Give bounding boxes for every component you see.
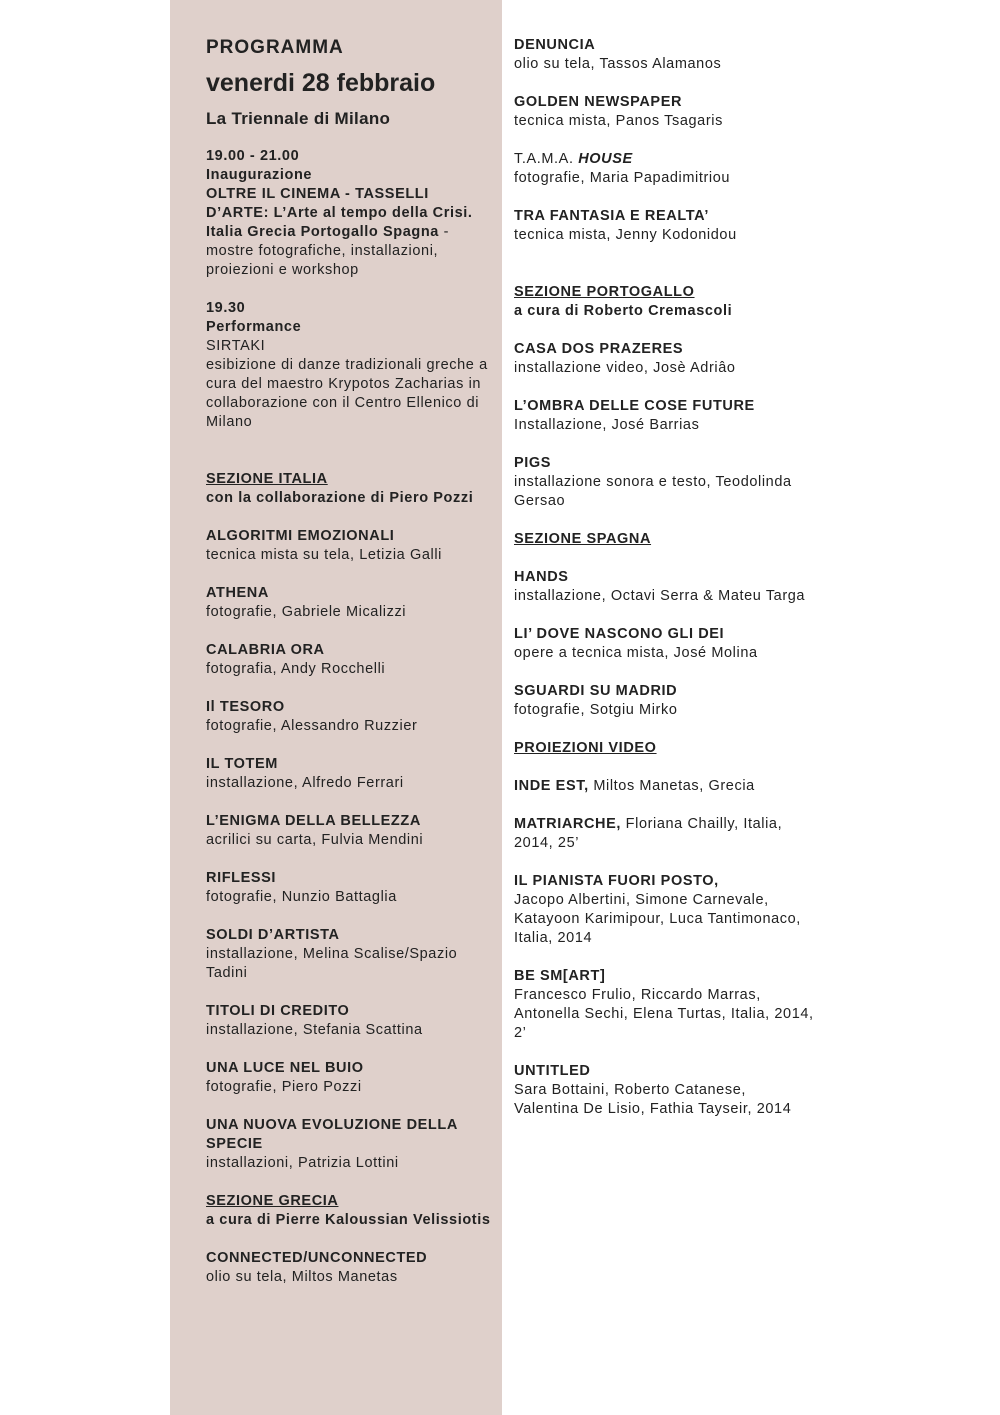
artwork-title: SOLDI D’ARTISTA — [206, 927, 340, 943]
video-entry — [514, 1062, 814, 1119]
artwork-title: PIGS — [514, 455, 552, 471]
video-title: BE SM[ART] — [514, 968, 606, 984]
video-title: INDE EST, — [514, 778, 589, 794]
video-item — [514, 872, 814, 948]
video-item — [514, 967, 814, 1043]
video-entry — [514, 815, 814, 853]
artwork-description: fotografia, Andy Rocchelli — [206, 661, 386, 677]
video-entry — [514, 967, 814, 1043]
artwork-item — [206, 1116, 496, 1173]
section-heading: SEZIONE SPAGNA — [514, 531, 652, 547]
performance-description: esibizione di danze tradizionali greche a cura del maestro Krypotos Zacharias in collaborazione con il Centro Ellenico di Milano — [206, 357, 488, 430]
right-column — [514, 36, 814, 1119]
video-title: UNTITLED — [514, 1063, 591, 1079]
video-item — [514, 777, 814, 796]
section-heading: SEZIONE PORTOGALLO — [514, 284, 695, 300]
artwork-item — [206, 584, 496, 622]
event-inauguration — [206, 147, 496, 280]
artwork-item — [206, 698, 496, 736]
artwork-title: DENUNCIA — [514, 37, 596, 53]
artwork-item — [206, 1059, 496, 1097]
artwork-title: TRA FANTASIA E REALTA’ — [514, 208, 709, 224]
event-description — [206, 185, 496, 280]
video-list — [514, 777, 814, 1119]
artwork-item — [206, 527, 496, 565]
artwork-item — [514, 36, 814, 74]
artwork-item — [206, 641, 496, 679]
artwork-description: tecnica mista, Jenny Kodonidou — [514, 227, 737, 243]
programma-label: PROGRAMMA — [206, 37, 344, 58]
artwork-title: RIFLESSI — [206, 870, 277, 886]
artwork-title: LI’ DOVE NASCONO GLI DEI — [514, 626, 725, 642]
video-credits: Miltos Manetas, Grecia — [588, 778, 755, 794]
video-credits: Francesco Frulio, Riccardo Marras, Antonella Sechi, Elena Turtas, Italia, 2014, 2’ — [514, 987, 814, 1041]
video-entry — [514, 777, 814, 796]
artwork-item — [514, 625, 814, 663]
artwork-list — [206, 1249, 496, 1287]
artwork-title: SGUARDI SU MADRID — [514, 683, 678, 699]
video-entry — [514, 872, 814, 948]
artwork-description: installazione video, Josè Adriâo — [514, 360, 736, 376]
artwork-title: IL TOTEM — [206, 756, 278, 772]
section-video — [514, 739, 814, 1119]
artwork-list — [514, 568, 814, 720]
artwork-description: opere a tecnica mista, José Molina — [514, 645, 758, 661]
section-grecia-continued — [514, 36, 814, 245]
artwork-title: UNA NUOVA EVOLUZIONE DELLA SPECIE — [206, 1117, 458, 1152]
artwork-title: ALGORITMI EMOZIONALI — [206, 528, 395, 544]
event-date: venerdi 28 febbraio — [206, 69, 436, 97]
artwork-title: CASA DOS PRAZERES — [514, 341, 684, 357]
artwork-title: L’ENIGMA DELLA BELLEZZA — [206, 813, 421, 829]
artwork-item — [514, 150, 814, 188]
artwork-item — [206, 812, 496, 850]
section-spagna — [514, 530, 814, 720]
section-curator: con la collaborazione di Piero Pozzi — [206, 490, 474, 506]
artwork-title: HANDS — [514, 569, 569, 585]
artwork-description: fotografie, Piero Pozzi — [206, 1079, 362, 1095]
venue-name: La Triennale di Milano — [206, 109, 391, 128]
artwork-title: CONNECTED/UNCONNECTED — [206, 1250, 428, 1266]
artwork-title — [514, 150, 814, 169]
section-heading: PROIEZIONI VIDEO — [514, 740, 657, 756]
artwork-item — [514, 397, 814, 435]
section-curator: a cura di Roberto Cremascoli — [514, 303, 733, 319]
artwork-item — [514, 568, 814, 606]
artwork-title: UNA LUCE NEL BUIO — [206, 1060, 364, 1076]
artwork-item — [206, 1002, 496, 1040]
section-italia — [206, 470, 496, 1173]
artwork-item — [206, 869, 496, 907]
artwork-description: fotografie, Nunzio Battaglia — [206, 889, 397, 905]
artwork-title: CALABRIA ORA — [206, 642, 325, 658]
event-time: 19.00 - 21.00 — [206, 148, 300, 164]
artwork-item — [514, 340, 814, 378]
artwork-description: Installazione, José Barrias — [514, 417, 700, 433]
event-label: Performance — [206, 319, 302, 335]
artwork-list — [514, 340, 814, 511]
event-performance — [206, 299, 496, 432]
exhibition-title: OLTRE IL CINEMA - TASSELLI D’ARTE: L’Arte al tempo della Crisi. Italia Grecia Portogallo Spagna — [206, 186, 473, 240]
exhibition-subtitle: - mostre fotografiche, installazioni, proiezioni e workshop — [206, 224, 449, 278]
artwork-description: olio su tela, Tassos Alamanos — [514, 56, 722, 72]
artwork-description: olio su tela, Miltos Manetas — [206, 1269, 398, 1285]
left-column — [206, 36, 496, 1287]
artwork-description: tecnica mista, Panos Tsagaris — [514, 113, 723, 129]
artwork-item — [514, 454, 814, 511]
artwork-description: fotografie, Sotgiu Mirko — [514, 702, 678, 718]
video-item — [514, 815, 814, 853]
artwork-title-italic: HOUSE — [578, 151, 633, 167]
artwork-item — [206, 755, 496, 793]
video-item — [514, 1062, 814, 1119]
artwork-item — [514, 93, 814, 131]
performance-name: SIRTAKI — [206, 338, 266, 354]
artwork-description: installazione, Octavi Serra & Mateu Targa — [514, 588, 806, 604]
artwork-description: installazione, Stefania Scattina — [206, 1022, 423, 1038]
artwork-description: installazione, Alfredo Ferrari — [206, 775, 404, 791]
artwork-description: fotografie, Maria Papadimitriou — [514, 170, 731, 186]
video-credits: Jacopo Albertini, Simone Carnevale, Katayoon Karimipour, Luca Tantimonaco, Italia, 2014 — [514, 892, 801, 946]
artwork-list — [206, 527, 496, 1173]
event-label: Inaugurazione — [206, 167, 313, 183]
section-heading: SEZIONE ITALIA — [206, 471, 328, 487]
artwork-title: TITOLI DI CREDITO — [206, 1003, 350, 1019]
video-credits: Floriana Chailly, Italia, 2014, 25’ — [514, 816, 783, 851]
artwork-item — [206, 926, 496, 983]
artwork-title: L’OMBRA DELLE COSE FUTURE — [514, 398, 755, 414]
artwork-description: installazione, Melina Scalise/Spazio Tadini — [206, 946, 458, 981]
artwork-title: ATHENA — [206, 585, 269, 601]
artwork-title: GOLDEN NEWSPAPER — [514, 94, 683, 110]
artwork-item — [514, 207, 814, 245]
section-curator: a cura di Pierre Kaloussian Velissiotis — [206, 1212, 491, 1228]
section-grecia — [206, 1192, 496, 1287]
video-credits: Sara Bottaini, Roberto Catanese, Valentina De Lisio, Fathia Tayseir, 2014 — [514, 1082, 792, 1117]
video-title: MATRIARCHE, — [514, 816, 622, 832]
video-title: IL PIANISTA FUORI POSTO, — [514, 873, 719, 889]
artwork-description: fotografie, Alessandro Ruzzier — [206, 718, 418, 734]
artwork-description: installazioni, Patrizia Lottini — [206, 1155, 399, 1171]
artwork-title: Il TESORO — [206, 699, 285, 715]
section-portogallo — [514, 283, 814, 511]
artwork-title-plain: T.A.M.A. — [514, 151, 579, 167]
artwork-item — [514, 682, 814, 720]
artwork-item — [206, 1249, 496, 1287]
artwork-description: installazione sonora e testo, Teodolinda Gersao — [514, 474, 792, 509]
artwork-description: fotografie, Gabriele Micalizzi — [206, 604, 407, 620]
artwork-description: acrilici su carta, Fulvia Mendini — [206, 832, 424, 848]
section-heading: SEZIONE GRECIA — [206, 1193, 339, 1209]
event-time: 19.30 — [206, 300, 246, 316]
artwork-description: tecnica mista su tela, Letizia Galli — [206, 547, 442, 563]
